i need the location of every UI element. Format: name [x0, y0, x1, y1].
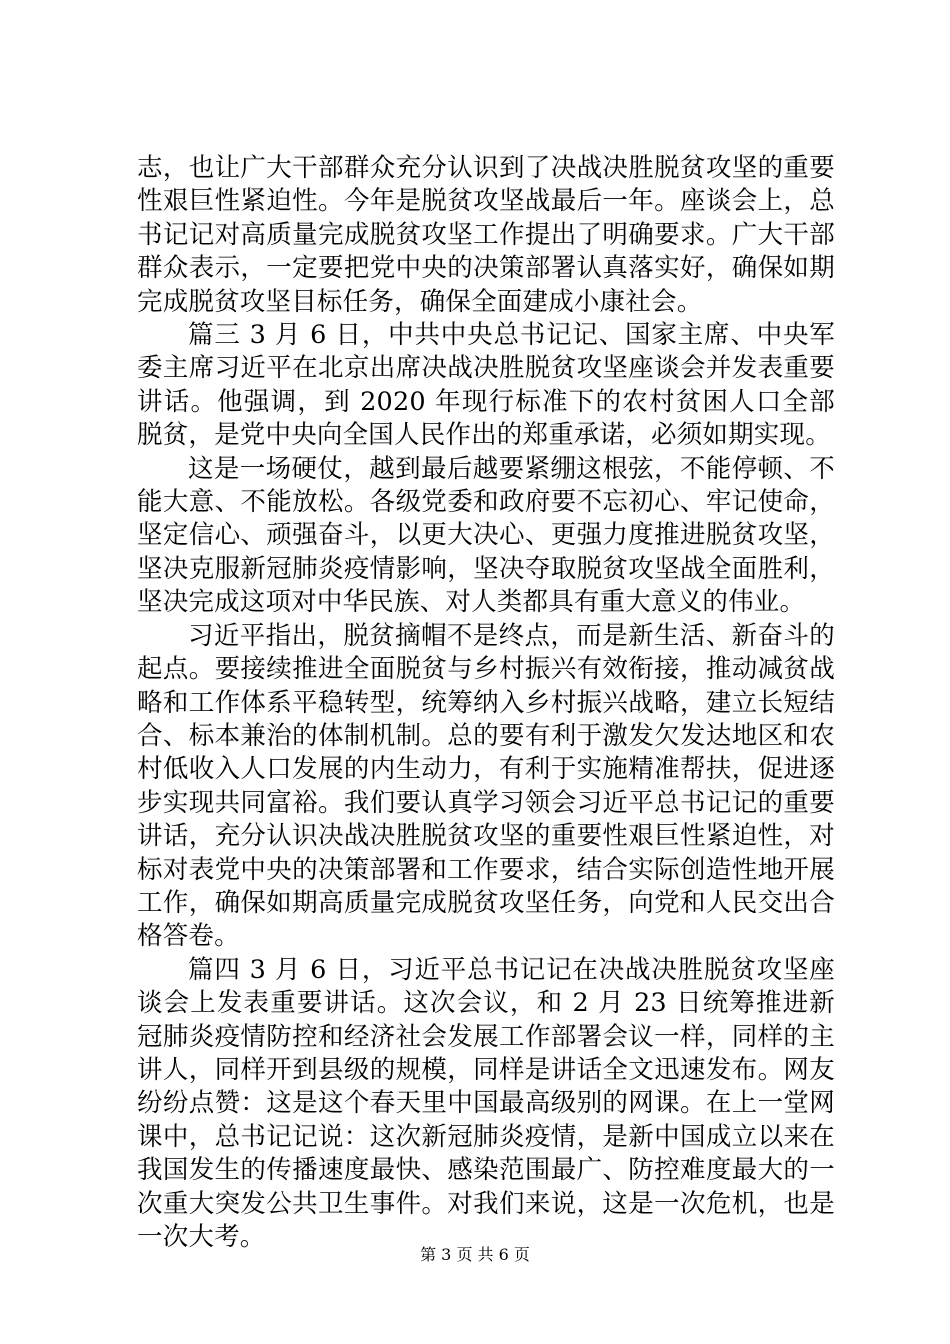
paragraph-part-four: 篇四 3 月 6 日，习近平总书记记在决战决胜脱贫攻坚座谈会上发表重要讲话。这次会议，和 2 月 23 日统筹推进新冠肺炎疫情防控和经济社会发展工作部署会议一样，同样的主讲人，同样开到县级的规模，同样是讲话全文迅速发布。网友纷纷点赞：这是这个春天里中国最高级别的网课。在上一堂网课中，总书记记说：这次新冠肺炎疫情，是新中国成立以来在我国发生的传播速度最快、感染范围最广、防控难度最大的一次重大突发公共卫生事件。对我们来说，这是一次危机，也是一次大考。: [137, 954, 835, 1252]
paragraph-continuation: 志，也让广大干部群众充分认识到了决战决胜脱贫攻坚的重要性艰巨性紧迫性。今年是脱贫攻坚战最后一年。座谈会上，总书记记对高质量完成脱贫攻坚工作提出了明确要求。广大干部群众表示，一定要把党中央的决策部署认真落实好，确保如期完成脱贫攻坚目标任务，确保全面建成小康社会。: [137, 153, 835, 317]
document-body: [137, 152, 835, 1254]
paragraph-xi-points-out: 习近平指出，脱贫摘帽不是终点，而是新生活、新奋斗的起点。要接续推进全面脱贫与乡村振兴有效衔接，推动减贫战略和工作体系平稳转型，统筹纳入乡村振兴战略，建立长短结合、标本兼治的体制机制。总的要有利于激发欠发达地区和农村低收入人口发展的内生动力，有利于实施精准帮扶，促进逐步实现共同富裕。我们要认真学习领会习近平总书记记的重要讲话，充分认识决战决胜脱贫攻坚的重要性艰巨性紧迫性，对标对表党中央的决策部署和工作要求，结合实际创造性地开展工作，确保如期高质量完成脱贫攻坚任务，向党和人民交出合格答卷。: [137, 620, 835, 952]
page-number-footer: 第 3 页 共 6 页: [420, 1245, 530, 1264]
paragraph-part-three: 篇三 3 月 6 日，中共中央总书记记、国家主席、中央军委主席习近平在北京出席决战决胜脱贫攻坚座谈会并发表重要讲话。他强调，到 2020 年现行标准下的农村贫困人口全部脱贫，是党中央向全国人民作出的郑重承诺，必须如期实现。: [137, 320, 835, 451]
paragraph-tough-battle: 这是一场硬仗，越到最后越要紧绷这根弦，不能停顿、不能大意、不能放松。各级党委和政府要不忘初心、牢记使命，坚定信心、顽强奋斗，以更大决心、更强力度推进脱贫攻坚，坚决克服新冠肺炎疫情影响，坚决夺取脱贫攻坚战全面胜利，坚决完成这项对中华民族、对人类都具有重大意义的伟业。: [137, 453, 835, 618]
